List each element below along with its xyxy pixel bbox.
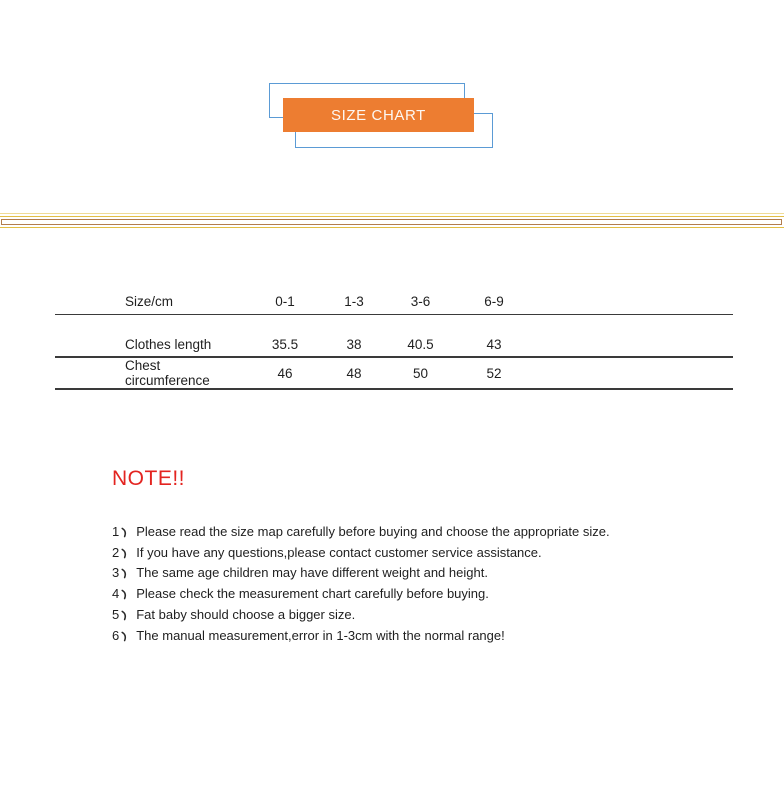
item-text: The manual measurement,error in 1-3cm with the normal range!: [136, 627, 505, 643]
note-list: [112, 522, 712, 646]
ideographic-comma-icon: [121, 610, 128, 621]
col-header-3-6: 3-6: [383, 288, 458, 315]
table-row: [55, 357, 733, 389]
item-number: 4: [112, 586, 120, 602]
spacer-cell: [55, 315, 733, 333]
divider-line-pale-gold: [0, 213, 784, 214]
list-item: [112, 563, 712, 584]
item-text: Fat baby should choose a bigger size.: [136, 606, 356, 622]
item-number: 1: [112, 524, 120, 539]
item-text: Please read the size map carefully before buying and choose the appropriate size.: [136, 524, 610, 539]
size-table-spacer-row: [55, 315, 733, 333]
col-header-0-1: 0-1: [245, 288, 325, 315]
divider-brown-band: [1, 219, 782, 225]
size-table-header-row: [55, 288, 733, 315]
list-item: [112, 626, 712, 647]
clothes-length-value: 38: [325, 332, 383, 357]
col-header-6-9: 6-9: [458, 288, 530, 315]
clothes-length-value: 43: [458, 332, 530, 357]
ideographic-comma-icon: [121, 527, 128, 538]
note-heading: NOTE!!: [112, 467, 186, 490]
row-label-clothes-length: Clothes length: [55, 332, 245, 357]
chest-circumference-value: 50: [383, 357, 458, 389]
item-number: 2: [112, 544, 120, 560]
col-header-1-3: 1-3: [325, 288, 383, 315]
list-item: [112, 543, 712, 564]
ideographic-comma-icon: [121, 589, 128, 600]
item-text: Please check the measurement chart carefully before buying.: [136, 586, 489, 602]
ideographic-comma-icon: [121, 548, 128, 559]
list-item: [112, 522, 712, 543]
header-filler-cell: [530, 288, 733, 315]
size-table: [55, 288, 733, 390]
row-filler-cell: [530, 357, 733, 389]
chest-circumference-value: 48: [325, 357, 383, 389]
clothes-length-value: 35.5: [245, 332, 325, 357]
divider-line-gold-top: [0, 216, 784, 217]
item-text: If you have any questions,please contact customer service assistance.: [136, 544, 542, 560]
divider-line-gold-bottom: [0, 227, 784, 228]
item-number: 3: [112, 565, 120, 581]
list-item: [112, 584, 712, 605]
banner-title-box: [283, 98, 474, 132]
chest-circumference-value: 46: [245, 357, 325, 389]
row-label-chest-circumference: Chest circumference: [55, 357, 245, 389]
list-item: [112, 605, 712, 626]
item-number: 5: [112, 606, 120, 622]
table-row: [55, 332, 733, 357]
row-filler-cell: [530, 332, 733, 357]
banner-title: SIZE CHART: [331, 106, 426, 124]
ideographic-comma-icon: [121, 631, 128, 642]
col-header-size-cm: Size/cm: [55, 288, 245, 315]
decorative-divider: [0, 212, 784, 229]
clothes-length-value: 40.5: [383, 332, 458, 357]
item-number: 6: [112, 627, 120, 643]
chest-circumference-value: 52: [458, 357, 530, 389]
ideographic-comma-icon: [121, 568, 128, 579]
item-text: The same age children may have different weight and height.: [136, 565, 488, 581]
